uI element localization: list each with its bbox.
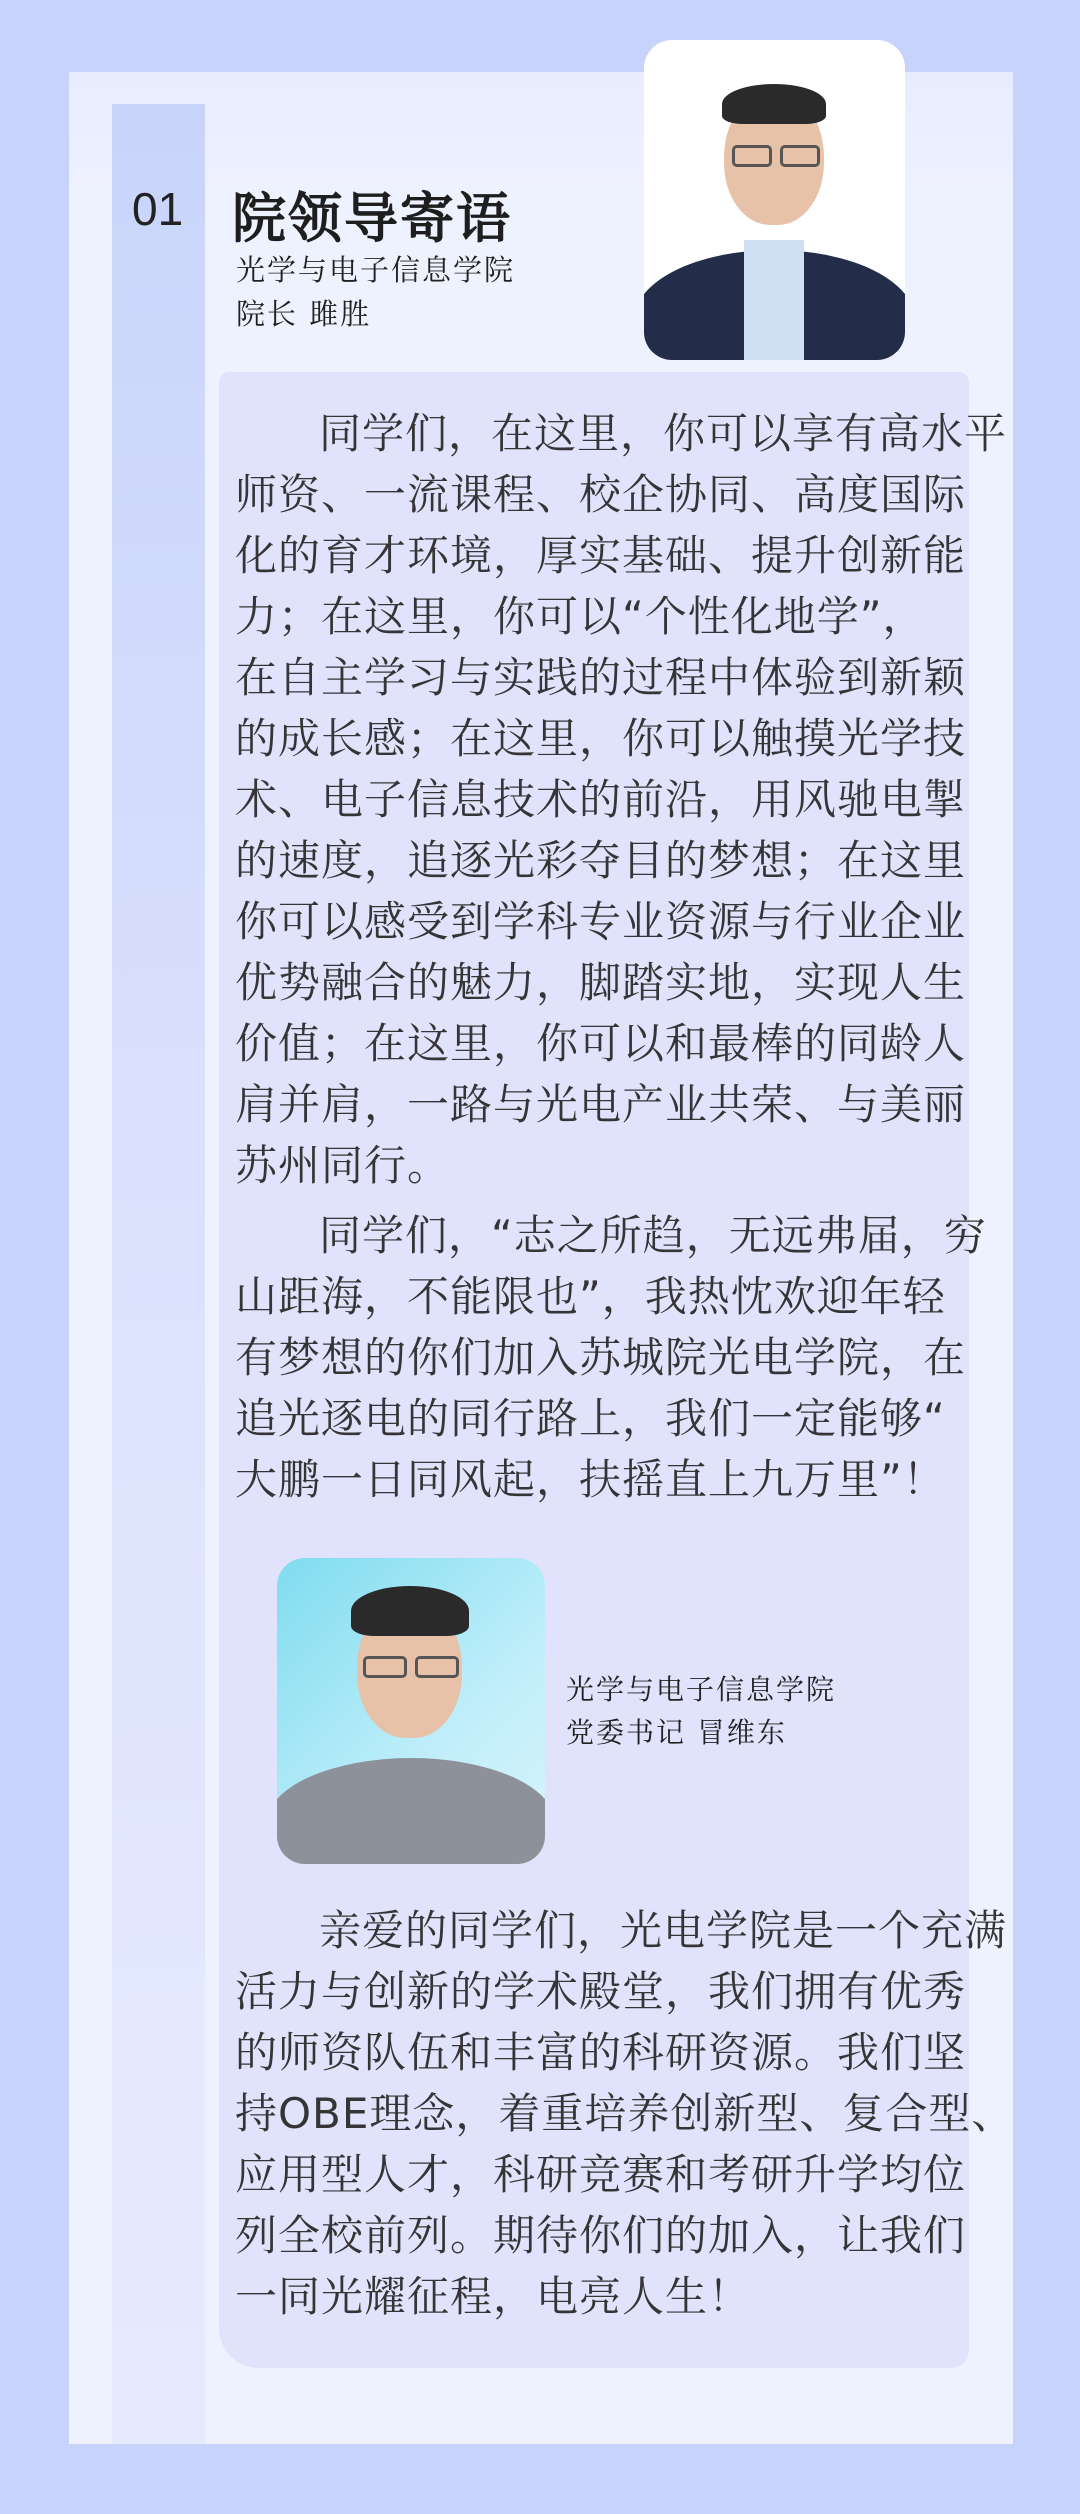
secretary-photo bbox=[277, 1558, 545, 1864]
text-line: 追光逐电的同行路上，我们一定能够“ bbox=[235, 1394, 946, 1443]
secretary-college: 光学与电子信息学院 bbox=[566, 1673, 837, 1706]
text-line: 同学们，“志之所趋，无远弗届，穷 bbox=[319, 1211, 987, 1260]
dean-paragraph-1 bbox=[235, 403, 1008, 1196]
dean-name: 院长 雎胜 bbox=[236, 297, 372, 331]
text-line: 苏州同行。 bbox=[235, 1141, 451, 1190]
text-line: 一同光耀征程，电亮人生！ bbox=[235, 2272, 752, 2321]
text-line: 应用型人才，科研竞赛和考研升学均位 bbox=[235, 2150, 967, 2199]
text-line: 师资、一流课程、校企协同、高度国际 bbox=[235, 470, 967, 519]
text-line: 在自主学习与实践的过程中体验到新颖 bbox=[235, 653, 967, 702]
text-line: 列全校前列。期待你们的加入，让我们 bbox=[235, 2211, 967, 2260]
text-line: 持OBE理念，着重培养创新型、复合型、 bbox=[235, 2089, 1015, 2138]
text-line: 亲爱的同学们，光电学院是一个充满 bbox=[319, 1906, 1008, 1955]
text-line: 活力与创新的学术殿堂，我们拥有优秀 bbox=[235, 1967, 967, 2016]
text-line: 山距海，不能限也”，我热忱欢迎年轻 bbox=[235, 1272, 946, 1321]
section-title: 院领导寄语 bbox=[232, 186, 512, 250]
text-line: 的师资队伍和丰富的科研资源。我们坚 bbox=[235, 2028, 967, 2077]
text-line: 术、电子信息技术的前沿，用风驰电掣 bbox=[235, 775, 967, 824]
dean-paragraph-2 bbox=[235, 1205, 987, 1510]
secretary-name: 党委书记 冒维东 bbox=[566, 1716, 787, 1749]
dean-college: 光学与电子信息学院 bbox=[236, 253, 516, 287]
text-line: 的成长感；在这里，你可以触摸光学技 bbox=[235, 714, 967, 763]
text-line: 的速度，追逐光彩夺目的梦想；在这里 bbox=[235, 836, 967, 885]
text-line: 你可以感受到学科专业资源与行业企业 bbox=[235, 897, 967, 946]
text-line: 肩并肩，一路与光电产业共荣、与美丽 bbox=[235, 1080, 967, 1129]
text-line: 有梦想的你们加入苏城院光电学院，在 bbox=[235, 1333, 967, 1382]
section-number: 01 bbox=[132, 183, 184, 235]
text-line: 同学们，在这里，你可以享有高水平 bbox=[319, 409, 1008, 458]
text-line: 价值；在这里，你可以和最棒的同龄人 bbox=[235, 1019, 967, 1068]
text-line: 优势融合的魅力，脚踏实地，实现人生 bbox=[235, 958, 967, 1007]
secretary-paragraph bbox=[235, 1900, 1015, 2327]
text-line: 力；在这里，你可以“个性化地学”， bbox=[235, 592, 926, 641]
text-line: 化的育才环境，厚实基础、提升创新能 bbox=[235, 531, 967, 580]
decorative-stripe bbox=[112, 104, 205, 2444]
dean-photo bbox=[644, 40, 905, 360]
text-line: 大鹏一日同风起，扶摇直上九万里”！ bbox=[235, 1455, 946, 1504]
